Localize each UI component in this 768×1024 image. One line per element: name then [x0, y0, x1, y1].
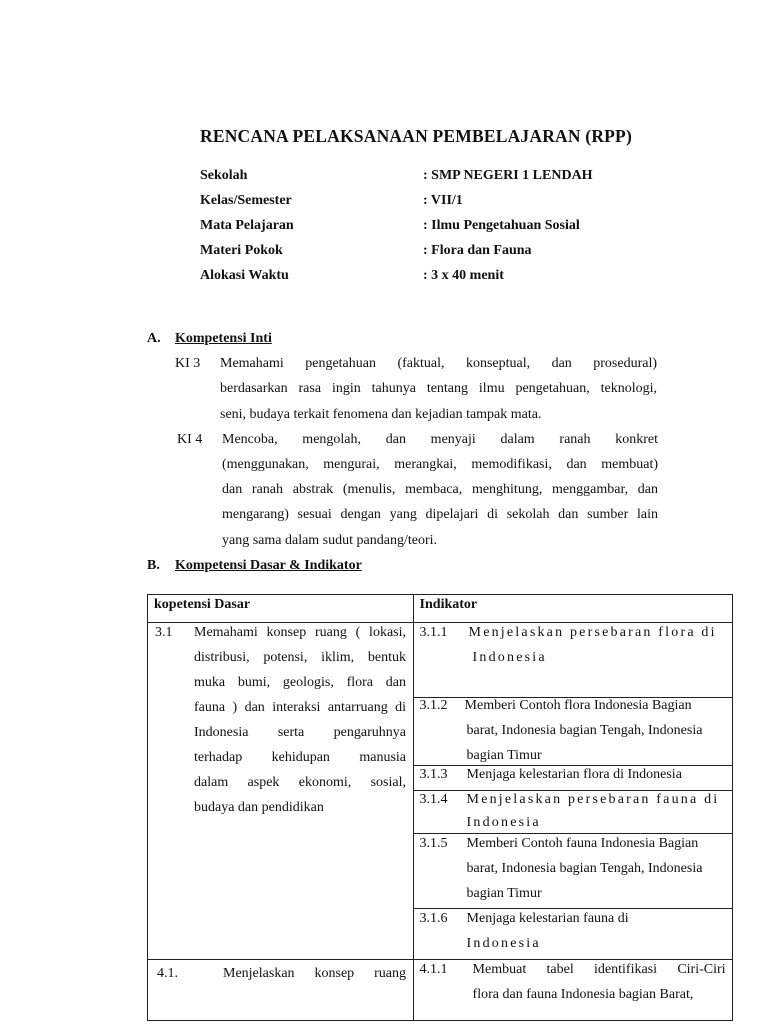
info-value-materi: : Flora dan Fauna: [423, 243, 532, 258]
indicator-number: 3.1.6: [419, 911, 448, 926]
indicator-number: 3.1.5: [419, 836, 448, 851]
ki3-line: berdasarkan rasa ingin tahunya tentang ilmu pengetahuan, teknologi,: [220, 381, 657, 396]
section-b-title: Kompetensi Dasar & Indikator: [175, 558, 362, 573]
table-row: [148, 623, 733, 698]
indicator-line: barat, Indonesia bagian Tengah, Indonesia: [466, 861, 703, 876]
kd-line: distribusi, potensi, iklim, bentuk: [194, 650, 406, 665]
info-value-sekolah: : SMP NEGERI 1 LENDAH: [423, 168, 593, 183]
kd-number: 4.1.: [157, 966, 178, 981]
section-a-letter: A.: [147, 331, 161, 346]
ki4-line: dan ranah abstrak (menulis, membaca, menghitung, menggambar, dan: [222, 482, 658, 497]
kd-line: Indonesia serta pengaruhnya: [194, 725, 406, 740]
info-label-mapel: Mata Pelajaran: [200, 218, 294, 233]
section-a-title: Kompetensi Inti: [175, 331, 272, 346]
info-value-alokasi: : 3 x 40 menit: [423, 268, 504, 283]
info-value-mapel: : Ilmu Pengetahuan Sosial: [423, 218, 580, 233]
indicator-line: Menjaga kelestarian fauna di: [466, 911, 629, 926]
info-label-alokasi: Alokasi Waktu: [200, 268, 289, 283]
ki3-code: KI 3: [175, 356, 201, 371]
indicator-line: Indonesia: [466, 936, 541, 951]
indicator-line: barat, Indonesia bagian Tengah, Indonesia: [466, 723, 703, 738]
header-kompetensi-dasar: kopetensi Dasar: [148, 595, 414, 623]
ki4-line: Mencoba, mengolah, dan menyaji dalam ranah konkret: [222, 432, 658, 447]
indicator-cell-3-1-5: [413, 834, 732, 909]
kd-cell-4-1: [148, 960, 414, 1021]
indicator-line: Indonesia: [466, 815, 541, 830]
kd-line: terhadap kehidupan manusia: [194, 750, 406, 765]
document-title: RENCANA PELAKSANAAN PEMBELAJARAN (RPP): [200, 126, 632, 146]
header-indikator: Indikator: [413, 595, 732, 623]
indicator-line: Menjelaskan persebaran flora di: [468, 625, 717, 640]
info-label-materi: Materi Pokok: [200, 243, 283, 258]
ki4-line: mengarang) sesuai dengan yang dipelajari di sekolah dan sumber lain: [222, 507, 658, 522]
indicator-cell-4-1-1: [413, 960, 732, 1021]
ki3-line: Memahami pengetahuan (faktual, konseptual, dan prosedural): [220, 356, 657, 371]
kd-line: dalam aspek ekonomi, sosial,: [194, 775, 406, 790]
indicator-line: Menjelaskan persebaran fauna di: [466, 792, 720, 807]
indicator-line: bagian Timur: [466, 748, 542, 763]
ki4-line: yang sama dalam sudut pandang/teori.: [222, 533, 437, 548]
kd-cell-3-1: [148, 623, 414, 960]
indicator-number: 3.1.3: [419, 767, 448, 782]
indicator-cell-3-1-2: [413, 698, 732, 766]
info-label-sekolah: Sekolah: [200, 168, 248, 183]
kd-line: muka bumi, geologis, flora dan: [194, 675, 406, 690]
indicator-line: Memberi Contoh flora Indonesia Bagian: [464, 698, 692, 713]
indicator-number: 3.1.4: [419, 792, 448, 807]
indicator-cell-3-1-4: [413, 791, 732, 834]
kd-line: Memahami konsep ruang ( lokasi,: [194, 625, 406, 640]
ki4-code: KI 4: [177, 432, 203, 447]
ki3-line: seni, budaya terkait fenomena dan kejadian tampak mata.: [220, 407, 542, 422]
indicator-number: 4.1.1: [419, 962, 448, 977]
info-label-kelas: Kelas/Semester: [200, 193, 292, 208]
indicator-cell-3-1-1: [413, 623, 732, 698]
indicator-line: Menjaga kelestarian flora di Indonesia: [466, 767, 682, 782]
kd-line: fauna ) dan interaksi antarruang di: [194, 700, 406, 715]
indicator-number: 3.1.2: [419, 698, 448, 713]
kd-indikator-table: [147, 594, 733, 1021]
kd-line: budaya dan pendidikan: [194, 800, 324, 815]
ki4-line: (menggunakan, mengurai, merangkai, memodifikasi, dan membuat): [222, 457, 658, 472]
indicator-cell-3-1-6: [413, 909, 732, 960]
table-row: [148, 960, 733, 1021]
table-header-row: [148, 595, 733, 623]
indicator-line: bagian Timur: [466, 886, 542, 901]
info-value-kelas: : VII/1: [423, 193, 463, 208]
indicator-line: Membuat tabel identifikasi Ciri-Ciri: [472, 962, 726, 977]
indicator-number: 3.1.1: [419, 625, 448, 640]
indicator-line: Indonesia: [472, 650, 547, 665]
kd-line: Menjelaskan konsep ruang: [223, 966, 406, 981]
indicator-line: flora dan fauna Indonesia bagian Barat,: [472, 987, 694, 1002]
section-b-letter: B.: [147, 558, 160, 573]
kd-number: 3.1: [155, 625, 173, 640]
indicator-cell-3-1-3: [413, 766, 732, 791]
indicator-line: Memberi Contoh fauna Indonesia Bagian: [466, 836, 699, 851]
